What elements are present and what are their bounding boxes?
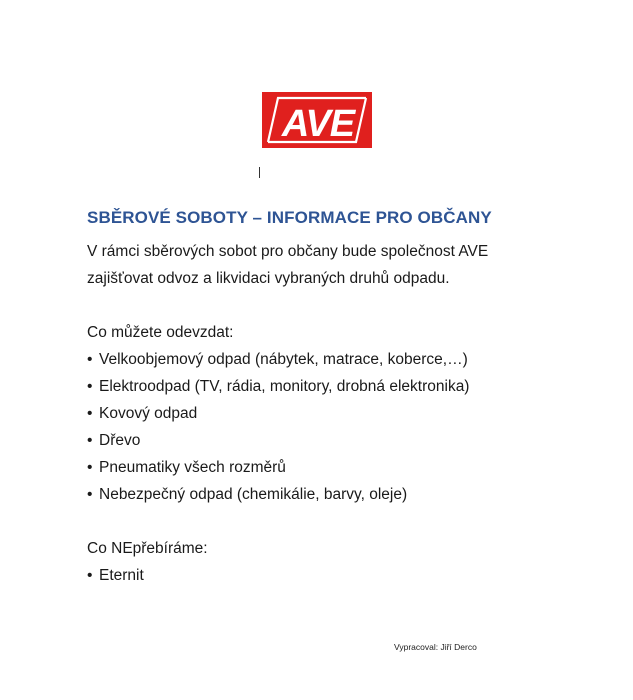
list-item xyxy=(87,427,587,454)
spacer xyxy=(87,508,587,535)
ave-logo-graphic xyxy=(262,92,372,148)
page-title: SBĚROVÉ SOBOTY – INFORMACE PRO OBČANY xyxy=(87,208,492,227)
bullet-icon: • xyxy=(87,351,93,368)
list-item-text: Nebezpečný odpad (chemikálie, barvy, oleje) xyxy=(99,486,408,503)
text-cursor xyxy=(259,167,260,178)
ave-logo xyxy=(262,92,372,148)
list-item-text: Eternit xyxy=(99,567,144,584)
ave-logo-text: AVE xyxy=(281,103,355,145)
rejected-heading: Co NEpřebíráme: xyxy=(87,540,208,557)
list-item-text: Pneumatiky všech rozměrů xyxy=(99,459,286,476)
bullet-icon: • xyxy=(87,432,93,449)
intro-line-1: V rámci sběrových sobot pro občany bude společnost AVE xyxy=(87,243,489,260)
list-item xyxy=(87,373,587,400)
list-item xyxy=(87,481,587,508)
list-item xyxy=(87,454,587,481)
list-item xyxy=(87,400,587,427)
spacer xyxy=(87,292,587,319)
accepted-list xyxy=(87,346,587,508)
bullet-icon: • xyxy=(87,378,93,395)
bullet-icon: • xyxy=(87,405,93,422)
list-item-text: Velkoobjemový odpad (nábytek, matrace, koberce,…) xyxy=(99,351,468,368)
list-item-text: Kovový odpad xyxy=(99,405,198,422)
bullet-icon: • xyxy=(87,486,93,503)
bullet-icon: • xyxy=(87,567,93,584)
list-item-text: Elektroodpad (TV, rádia, monitory, drobná elektronika) xyxy=(99,378,470,395)
accepted-heading: Co můžete odevzdat: xyxy=(87,324,234,341)
rejected-list xyxy=(87,562,587,589)
list-item xyxy=(87,562,587,589)
signature: Vypracoval: Jiří Derco xyxy=(394,642,477,652)
list-item xyxy=(87,346,587,373)
document-body xyxy=(87,238,587,589)
intro-line-2: zajišťovat odvoz a likvidaci vybraných druhů odpadu. xyxy=(87,270,450,287)
bullet-icon: • xyxy=(87,459,93,476)
list-item-text: Dřevo xyxy=(99,432,141,449)
